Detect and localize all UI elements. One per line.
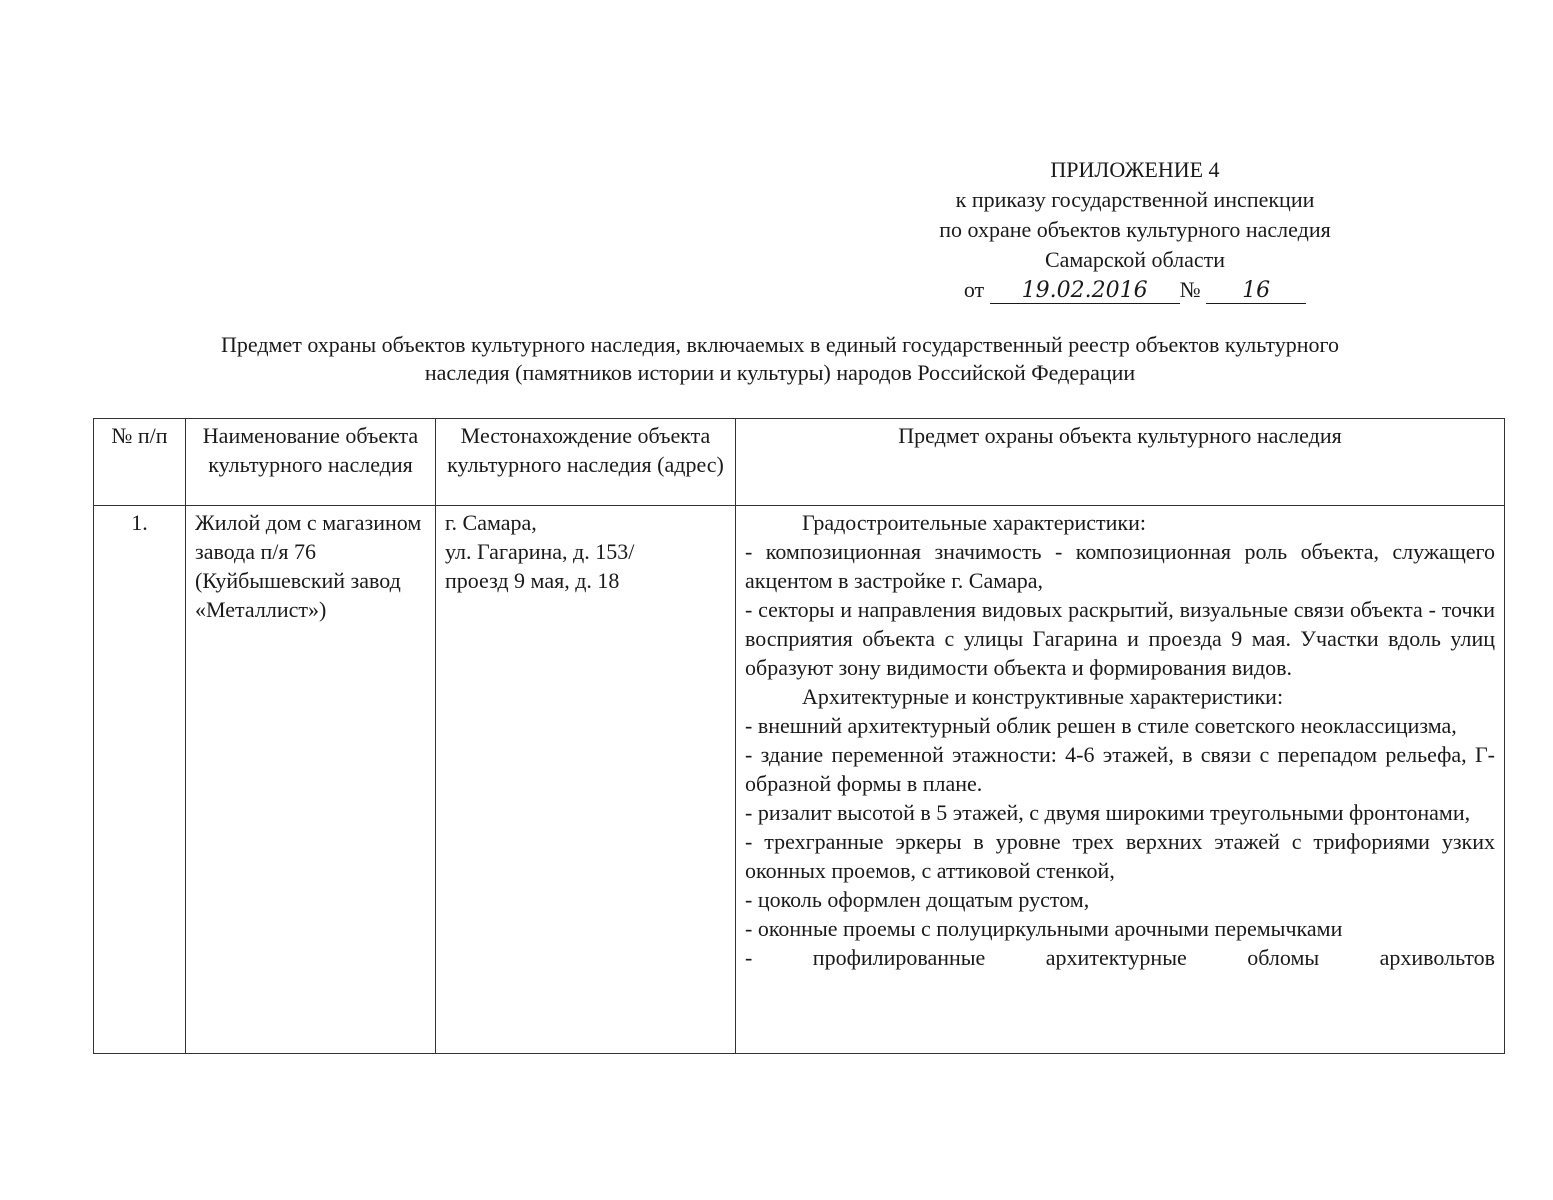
urban-item: - композиционная значимость - композиционная роль объекта, служащего акцентом в застройке г. Самара, (745, 539, 1495, 593)
appendix-block (860, 155, 1410, 305)
location-line-3: проезд 9 мая, д. 18 (445, 568, 620, 593)
header-location: Местонахождение объекта культурного наследия (адрес) (436, 419, 736, 506)
architecture-item: - внешний архитектурный облик решен в стиле советского неоклассицизма, (745, 713, 1457, 738)
heritage-table (93, 418, 1505, 1054)
row-protection-subject (736, 506, 1505, 1054)
appendix-line-2: по охране объектов культурного наследия (939, 217, 1331, 242)
handwritten-number: 16 (1206, 279, 1306, 304)
appendix-line-3: Самарской области (1044, 247, 1226, 272)
architecture-item: - трехгранные эркеры в уровне трех верхних этажей с трифориями узких оконных проемов, с аттиковой стенкой, (745, 829, 1495, 883)
document-title (80, 331, 1480, 387)
appendix-line-1: к приказу государственной инспекции (955, 187, 1315, 212)
header-number: № п/п (94, 419, 186, 506)
appendix-title: ПРИЛОЖЕНИЕ 4 (1050, 157, 1220, 182)
location-line-2: ул. Гагарина, д. 153/ (445, 539, 635, 564)
location-line-1: г. Самара, (445, 510, 537, 535)
architecture-item: - профилированные архитектурные обломы архивольтов (745, 945, 1495, 970)
order-date-row (964, 275, 1306, 305)
architecture-item: - ризалит высотой в 5 этажей, с двумя широкими треугольными фронтонами, (745, 800, 1471, 825)
row-location (436, 506, 736, 1054)
date-prefix: от (963, 277, 985, 302)
document-title-line-1: Предмет охраны объектов культурного наследия, включаемых в единый государственный реестр объектов культурного (221, 332, 1339, 357)
row-number: 1. (94, 506, 186, 1054)
number-prefix: № (1179, 277, 1201, 302)
table-header-row (94, 419, 1505, 506)
architecture-item: - оконные проемы с полуциркульными арочными перемычками (745, 916, 1343, 941)
architecture-item: - цоколь оформлен дощатым рустом, (745, 887, 1090, 912)
header-name: Наименование объекта культурного наследия (186, 419, 436, 506)
table-row (94, 506, 1505, 1054)
header-subject: Предмет охраны объекта культурного наследия (736, 419, 1505, 506)
urban-item: - секторы и направления видовых раскрытий, визуальные связи объекта - точки восприятия объекта с улицы Гагарина и проезда 9 мая. Участки вдоль улиц образуют зону видимости объекта и формирования видов. (745, 597, 1495, 680)
row-object-name: Жилой дом с магазином завода п/я 76 (Куйбышевский завод «Металлист») (186, 506, 436, 1054)
urban-heading: Градостроительные характеристики: (802, 510, 1146, 535)
architecture-item: - здание переменной этажности: 4-6 этажей, в связи с перепадом рельефа, Г-образной формы в плане. (745, 742, 1495, 796)
architecture-heading: Архитектурные и конструктивные характеристики: (802, 684, 1284, 709)
handwritten-date: 19.02.2016 (990, 279, 1180, 304)
document-title-line-2: наследия (памятников истории и культуры) народов Российской Федерации (424, 360, 1136, 385)
order-date-line (860, 275, 1410, 305)
